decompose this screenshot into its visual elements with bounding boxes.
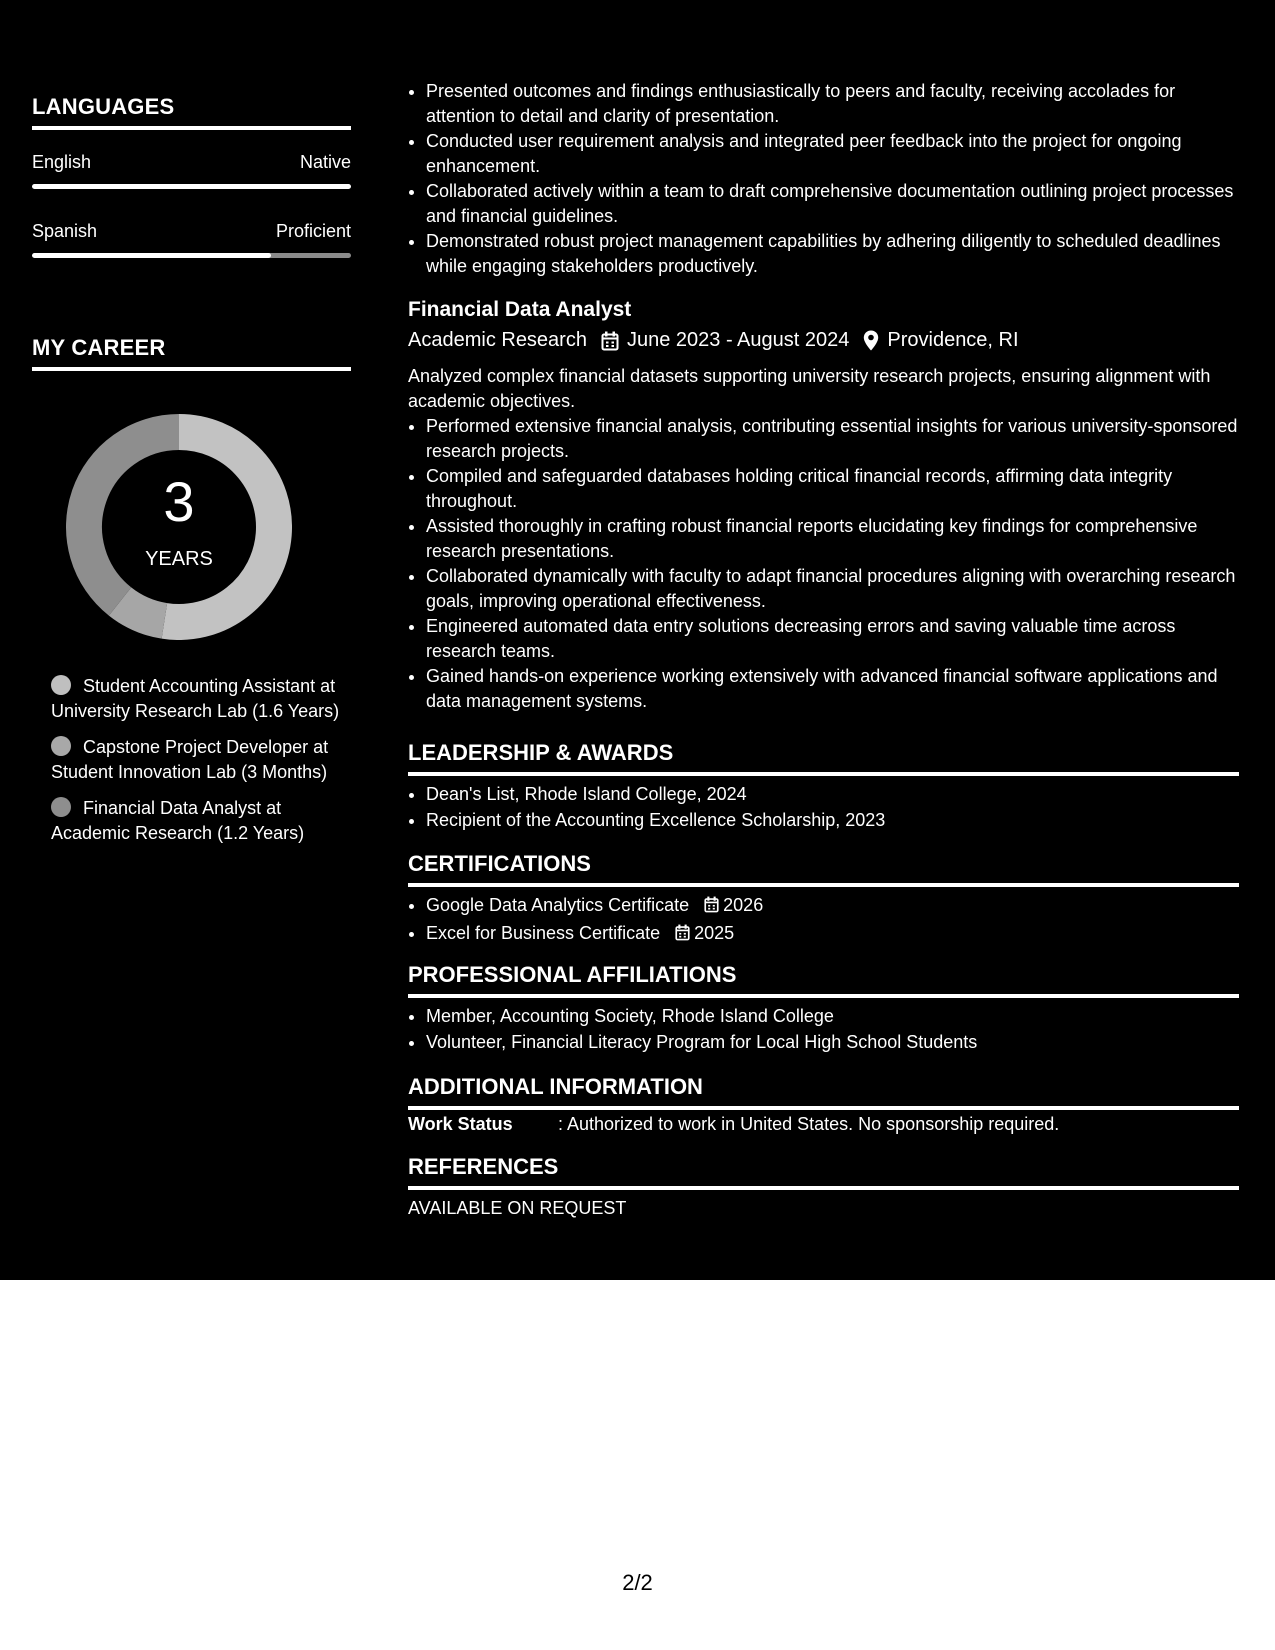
languages-heading: LANGUAGES bbox=[32, 94, 351, 130]
certifications-list bbox=[408, 893, 1239, 948]
certification-year: 2025 bbox=[694, 922, 735, 943]
work-status-value: : Authorized to work in United States. No sponsorship required. bbox=[558, 1114, 1060, 1134]
references-text: AVAILABLE ON REQUEST bbox=[408, 1198, 627, 1218]
language-bar-english bbox=[32, 184, 351, 189]
language-level: Proficient bbox=[275, 221, 351, 241]
leadership-list bbox=[408, 782, 1239, 833]
previous-job-bullets bbox=[408, 79, 1239, 279]
bullet-item: • Recipient of the Accounting Excellence Scholarship, 2023 bbox=[426, 808, 1239, 833]
career-legend-item bbox=[51, 796, 341, 845]
certification-name: Google Data Analytics Certificate bbox=[426, 895, 690, 915]
additional-info-heading: ADDITIONAL INFORMATION bbox=[408, 1074, 1239, 1110]
bullet-item: • Demonstrated robust project management capabilities by adhering diligently to scheduled deadlines while engaging stakeholders productively. bbox=[426, 229, 1239, 278]
certifications-heading: CERTIFICATIONS bbox=[408, 851, 1239, 887]
affiliations-list bbox=[408, 1004, 1239, 1055]
career-total-number: 3 bbox=[163, 470, 195, 533]
job-dates: June 2023 - August 2024 bbox=[626, 329, 850, 351]
bullet-item: • Conducted user requirement analysis and integrated peer feedback into the project for ongoing enhancement. bbox=[426, 129, 1239, 178]
bullet-item: • Engineered automated data entry solutions decreasing errors and saving valuable time across research teams. bbox=[426, 614, 1239, 663]
career-legend-label: Financial Data Analyst at Academic Research (1.2 Years) bbox=[51, 798, 305, 843]
job-summary: Analyzed complex financial datasets supporting university research projects, ensuring alignment with academic objectives. bbox=[408, 366, 1211, 411]
job-location: Providence, RI bbox=[887, 329, 1019, 351]
career-legend-label: Capstone Project Developer at Student Innovation Lab (3 Months) bbox=[51, 737, 329, 782]
language-bar-fill bbox=[32, 253, 271, 258]
bullet-item: • Compiled and safeguarded databases holding critical financial records, affirming data integrity throughout. bbox=[426, 464, 1239, 513]
bullet-item: • Gained hands-on experience working extensively with advanced financial software applications and data management systems. bbox=[426, 664, 1239, 713]
job-title: Financial Data Analyst bbox=[408, 298, 632, 321]
job-meta bbox=[408, 329, 1239, 352]
certification-year: 2026 bbox=[723, 895, 764, 915]
language-row-spanish bbox=[32, 221, 351, 242]
donut-segment-2 bbox=[120, 601, 164, 620]
bullet-item: • Collaborated dynamically with faculty to adapt financial procedures aligning with overarching research goals, improving operational effectiveness. bbox=[426, 564, 1239, 613]
legend-dot bbox=[51, 736, 71, 756]
bullet-item: • Assisted thoroughly in crafting robust financial reports elucidating key findings for comprehensive research presentations. bbox=[426, 514, 1239, 563]
career-legend-item bbox=[51, 735, 341, 784]
calendar-icon bbox=[704, 895, 719, 920]
language-level: Native bbox=[299, 152, 351, 172]
bullet-item: • Volunteer, Financial Literacy Program for Local High School Students bbox=[426, 1030, 1239, 1055]
work-status-row bbox=[408, 1114, 1239, 1135]
career-legend-label: Student Accounting Assistant at University Research Lab (1.6 Years) bbox=[51, 676, 340, 721]
language-bar-spanish bbox=[32, 253, 351, 258]
language-name: Spanish bbox=[32, 221, 98, 241]
bullet-item: • Presented outcomes and findings enthusiastically to peers and faculty, receiving accolades for attention to detail and clarity of presentation. bbox=[426, 79, 1239, 128]
bullet-item: • Member, Accounting Society, Rhode Island College bbox=[426, 1004, 1239, 1029]
career-legend-item bbox=[51, 674, 341, 723]
certification-name: Excel for Business Certificate bbox=[426, 922, 661, 943]
bullet-item: • Performed extensive financial analysis, contributing essential insights for various university-sponsored research projects. bbox=[426, 414, 1239, 463]
certification-item bbox=[426, 921, 1239, 948]
references-heading: REFERENCES bbox=[408, 1154, 1239, 1190]
calendar-icon bbox=[601, 331, 619, 351]
legend-dot bbox=[51, 675, 71, 695]
bullet-item: • Dean's List, Rhode Island College, 2024 bbox=[426, 782, 1239, 807]
certification-item bbox=[426, 893, 1239, 920]
language-bar-fill bbox=[32, 184, 351, 189]
career-donut-chart bbox=[66, 414, 292, 640]
language-name: English bbox=[32, 152, 92, 172]
work-status-label: Work Status bbox=[408, 1114, 513, 1134]
career-heading: MY CAREER bbox=[32, 335, 351, 371]
language-row-english bbox=[32, 152, 351, 173]
career-total-unit: YEARS bbox=[145, 548, 213, 570]
job-company: Academic Research bbox=[408, 329, 587, 351]
bullet-item: • Collaborated actively within a team to draft comprehensive documentation outlining project processes and financial guidelines. bbox=[426, 179, 1239, 228]
legend-dot bbox=[51, 797, 71, 817]
location-pin-icon bbox=[863, 330, 879, 351]
job-bullets bbox=[408, 414, 1239, 714]
leadership-heading: LEADERSHIP & AWARDS bbox=[408, 740, 1239, 776]
affiliations-heading: PROFESSIONAL AFFILIATIONS bbox=[408, 962, 1239, 998]
page-number: 2/2 bbox=[622, 1570, 653, 1595]
calendar-icon bbox=[675, 923, 690, 948]
career-legend bbox=[51, 674, 341, 857]
